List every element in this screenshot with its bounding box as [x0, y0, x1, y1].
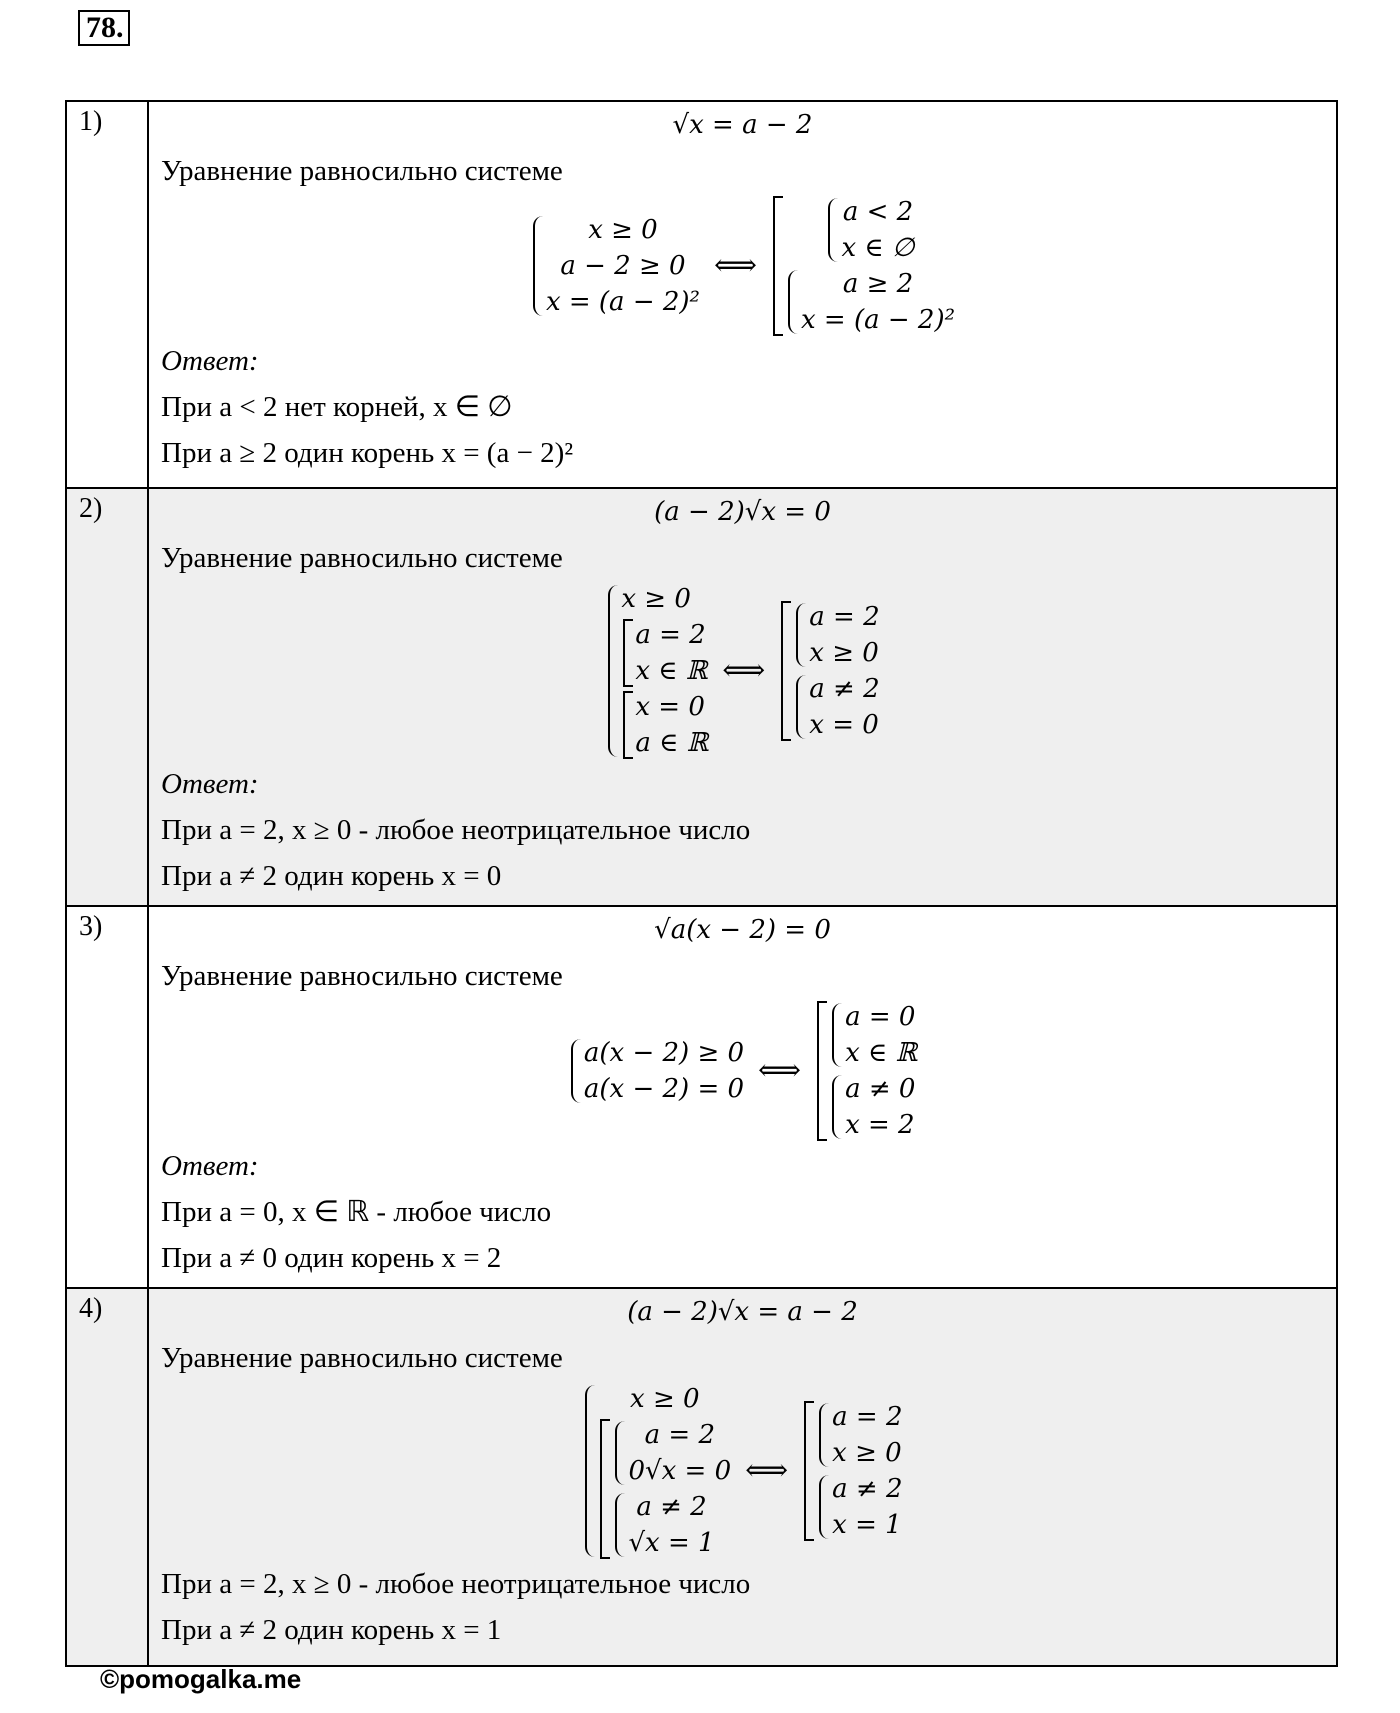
answer-line: При a = 2, x ≥ 0 - любое неотрицательное число [161, 814, 751, 846]
answer-line: При a ≠ 2 один корень x = 0 [161, 860, 502, 892]
intro-text: Уравнение равносильно системе [161, 155, 563, 187]
row-content [148, 1288, 1337, 1666]
copyright: ©pomogalka.me [100, 1664, 302, 1694]
condition: a(x − 2) = 0 [583, 1074, 745, 1104]
answer-line: При a < 2 нет корней, x ∈ ∅ [161, 391, 513, 423]
condition: x ≥ 0 [588, 215, 658, 245]
answer-label: Ответ: [161, 768, 259, 800]
equation: √x = a − 2 [672, 110, 813, 140]
table-row [66, 906, 1337, 1288]
condition: a = 2 [635, 620, 706, 650]
row-number: 2) [66, 488, 148, 906]
equivalence-icon: ⟺ [722, 653, 766, 688]
condition: a(x − 2) ≥ 0 [583, 1038, 745, 1068]
condition: x = (a − 2)² [545, 287, 700, 317]
condition: a = 0 [845, 1002, 916, 1032]
condition: a = 2 [832, 1402, 903, 1432]
equivalence-systems [161, 194, 1324, 338]
condition: x ≥ 0 [832, 1438, 902, 1468]
intro-text: Уравнение равносильно системе [161, 1342, 563, 1374]
equivalence-systems [161, 999, 1324, 1143]
condition: a − 2 ≥ 0 [560, 251, 686, 281]
condition: a = 2 [644, 1420, 715, 1450]
condition: x ∈ ℝ [635, 656, 708, 686]
table-row [66, 101, 1337, 488]
row-number: 4) [66, 1288, 148, 1666]
condition: x = (a − 2)² [801, 305, 956, 335]
left-system [605, 581, 708, 761]
left-system [582, 1381, 731, 1561]
answer-line: При a ≥ 2 один корень x = (a − 2)² [161, 437, 574, 469]
answer-label: Ответ: [161, 1150, 259, 1182]
answer-line: При a = 0, x ∈ ℝ - любое число [161, 1196, 552, 1228]
condition: a ≠ 2 [832, 1474, 903, 1504]
intro-text: Уравнение равносильно системе [161, 960, 563, 992]
equivalence-icon: ⟺ [745, 1453, 789, 1488]
equivalence-systems [161, 581, 1324, 761]
condition: x ≥ 0 [630, 1384, 700, 1414]
equation: (a − 2)√x = 0 [654, 497, 831, 527]
left-system [530, 212, 700, 320]
equivalence-icon: ⟺ [758, 1053, 802, 1088]
right-system [779, 599, 879, 743]
table-row [66, 488, 1337, 906]
row-content [148, 488, 1337, 906]
answer-label: Ответ: [161, 345, 259, 377]
equivalence-systems [161, 1381, 1324, 1561]
condition: x = 0 [635, 692, 705, 722]
left-system [568, 1035, 744, 1107]
condition: a < 2 [842, 197, 914, 227]
condition: a ≠ 2 [809, 674, 880, 704]
condition: x = 0 [809, 710, 879, 740]
intro-text: Уравнение равносильно системе [161, 542, 563, 574]
answer-line: При a ≠ 0 один корень x = 2 [161, 1242, 502, 1274]
condition: a ≥ 2 [842, 269, 914, 299]
equation: √a(x − 2) = 0 [654, 915, 831, 945]
answer-line: При a = 2, x ≥ 0 - любое неотрицательное число [161, 1568, 751, 1600]
condition: a ≠ 2 [636, 1492, 707, 1522]
equivalence-icon: ⟺ [713, 248, 757, 283]
condition: √x = 1 [628, 1528, 715, 1558]
table-row [66, 1288, 1337, 1666]
condition: x ≥ 0 [809, 638, 879, 668]
condition: x ≥ 0 [621, 584, 691, 614]
condition: x ∈ ℝ [845, 1038, 918, 1068]
right-system [771, 194, 955, 338]
equation: (a − 2)√x = a − 2 [627, 1297, 858, 1327]
row-number: 3) [66, 906, 148, 1288]
condition: a = 2 [809, 602, 880, 632]
right-system [802, 1399, 902, 1543]
row-content [148, 906, 1337, 1288]
right-system [815, 999, 917, 1143]
condition: x = 1 [832, 1510, 902, 1540]
condition: x ∈ ∅ [841, 233, 915, 263]
row-number: 1) [66, 101, 148, 488]
condition: a ∈ ℝ [635, 728, 709, 758]
solution-table [65, 100, 1338, 1667]
problem-number: 78. [78, 10, 130, 46]
condition: 0√x = 0 [628, 1456, 732, 1486]
condition: a ≠ 0 [845, 1074, 916, 1104]
answer-line: При a ≠ 2 один корень x = 1 [161, 1614, 502, 1646]
row-content [148, 101, 1337, 488]
condition: x = 2 [845, 1110, 915, 1140]
